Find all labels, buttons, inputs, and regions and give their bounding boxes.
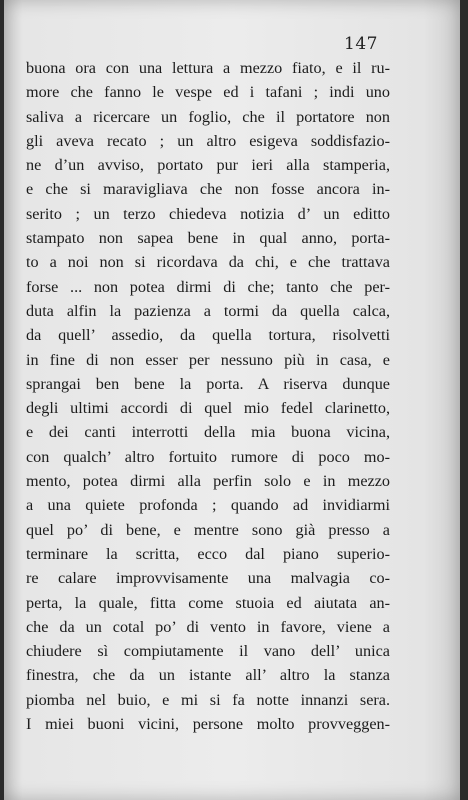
text-line: forse ... non potea dirmi di che; tanto che per- xyxy=(26,277,390,296)
text-line: gli aveva recato ; un altro esigeva soddisfazio- xyxy=(26,131,390,150)
text-line: I miei buoni vicini, persone molto provveggen- xyxy=(26,715,390,734)
text-line: to a noi non si ricordava da chi, e che trattava xyxy=(26,253,390,272)
text-line: in fine di non esser per nessuno più in casa, e xyxy=(26,350,390,369)
text-line: piomba nel buio, e mi si fa notte innanzi sera. xyxy=(26,690,390,709)
page-number: 147 xyxy=(344,34,378,54)
text-line: buona ora con una lettura a mezzo fiato, e il ru- xyxy=(26,59,390,77)
text-line: che da un cotal po’ di vento in favore, viene a xyxy=(26,617,390,636)
text-line: terminare la scritta, ecco dal piano superio- xyxy=(26,544,390,563)
text-line: e dei canti interrotti della mia buona vicina, xyxy=(26,423,390,442)
body-text xyxy=(26,56,390,736)
text-line: mento, potea dirmi alla perfin solo e in mezzo xyxy=(26,472,390,491)
text-line: duta alfin la pazienza a tormi da quella calca, xyxy=(26,301,390,320)
text-line: more che fanno le vespe ed i tafani ; indi uno xyxy=(26,83,390,102)
text-line: chiudere sì compiutamente il vano dell’ unica xyxy=(26,642,390,661)
text-line: con qualch’ altro fortuito rumore di poco mo- xyxy=(26,447,390,466)
scan-edge xyxy=(460,0,468,800)
book-page xyxy=(4,0,460,800)
text-line: degli ultimi accordi di quel mio fedel clarinetto, xyxy=(26,399,390,418)
text-line: re calare improvvisamente una malvagia co- xyxy=(26,569,390,588)
text-line: quel po’ di bene, e mentre sono già presso a xyxy=(26,520,390,539)
text-line: da quell’ assedio, da quella tortura, risolvetti xyxy=(26,326,390,345)
text-line: e che si maravigliava che non fosse ancora in- xyxy=(26,180,390,199)
text-line: perta, la quale, fitta come stuoia ed aiutata an- xyxy=(26,593,390,612)
text-line: finestra, che da un istante all’ altro la stanza xyxy=(26,666,390,685)
text-line: a una quiete profonda ; quando ad invidiarmi xyxy=(26,496,390,515)
text-line: stampato non sapea bene in qual anno, porta- xyxy=(26,229,390,248)
text-line: serito ; un terzo chiedeva notizia d’ un editto xyxy=(26,204,390,223)
text-line: ne d’un avviso, portato pur ieri alla stamperia, xyxy=(26,156,390,175)
text-line: saliva a ricercare un foglio, che il portatore non xyxy=(26,107,390,126)
text-line: sprangai ben bene la porta. A riserva dunque xyxy=(26,374,390,393)
